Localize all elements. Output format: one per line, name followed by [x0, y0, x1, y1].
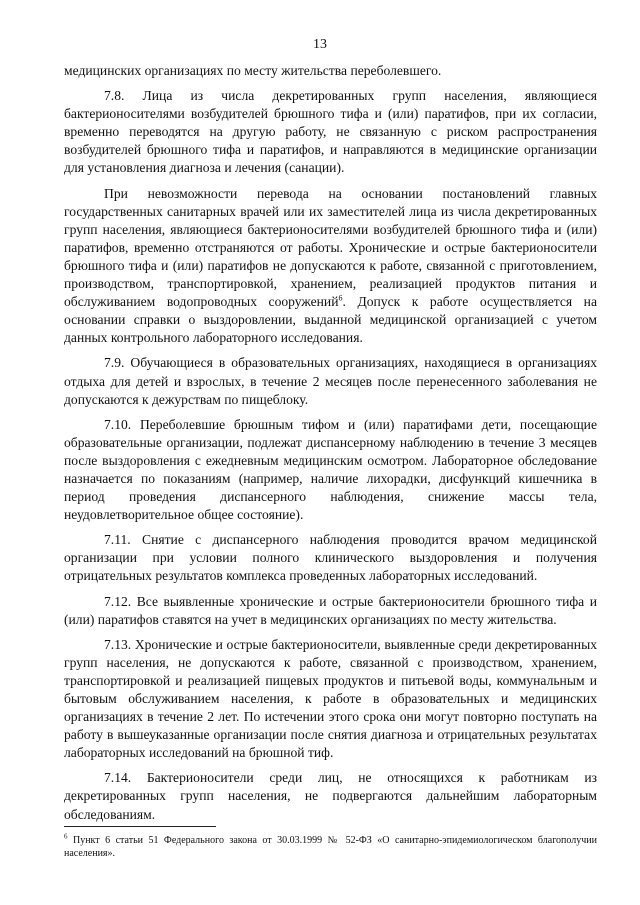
- page-number: 13: [313, 37, 327, 52]
- paragraph-7-14: 7.14. Бактерионосители среди лиц, не относящихся к работникам из декретированных групп населения, не подвергаются дальнейшим лабораторным обследованиям.: [64, 770, 597, 822]
- paragraph-7-9: 7.9. Обучающиеся в образовательных организациях, находящиеся в организациях отдыха для детей и взрослых, в течение 2 месяцев после перенесенного заболевания не допускаются к дежурствам по пищеблоку.: [64, 355, 597, 407]
- paragraph-suspension-rest: . Допуск к работе осуществляется на основании справки о выздоровлении, выданной медицинской организацией с учетом данных контрольного лабораторного исследования.: [64, 294, 597, 346]
- paragraph-continuation: медицинских организациях по месту жительства переболевшего.: [64, 63, 442, 78]
- paragraph-7-11: 7.11. Снятие с диспансерного наблюдения проводится врачом медицинской организации при условии полного клинического выздоровления и получения отрицательных результатов комплекса проведенных лабораторных исследований.: [64, 532, 597, 584]
- footnote-marker: 6: [64, 832, 68, 841]
- footnote-text: Пункт 6 статьи 51 Федерального закона от 30.03.1999 № 52-ФЗ «О санитарно-эпидемиологическом благополучии населения».: [64, 835, 597, 859]
- paragraph-suspension: [64, 185, 597, 348]
- paragraph-7-12: 7.12. Все выявленные хронические и острые бактерионосители брюшного тифа и (или) паратифов ставятся на учет в медицинских организациях по месту жительства.: [64, 593, 597, 627]
- footnote-divider: [64, 826, 216, 827]
- paragraph-7-13: 7.13. Хронические и острые бактерионосители, выявленные среди декретированных групп населения, не допускаются к работе, связанной с производством, хранением, транспортировкой и реализацией пищевых продуктов и питьевой воды, коммунальным и бытовым обслуживанием населения, к работе в образовательных и медицинских организациях в течение 2 лет. По истечении этого срока они могут повторно поступать на работу в вышеуказанные организации после снятия диагноза и отрицательных результатах лабораторных исследований на брюшной тиф.: [64, 636, 597, 761]
- paragraph-7-10: 7.10. Переболевшие брюшным тифом и (или) паратифами дети, посещающие образовательные организации, подлежат диспансерному наблюдению в течение 3 месяцев после выздоровления с ежедневным медицинским осмотром. Лабораторное обследование назначается по показаниям (например, наличие лихорадки, дисфункций кишечника в период проведения диспансерного наблюдения, снижение массы тела, неудовлетворительное общее состояние).: [64, 416, 597, 523]
- footnote-reference[interactable]: 6: [338, 293, 343, 303]
- paragraph-7-8: 7.8. Лица из числа декретированных групп населения, являющиеся бактерионосителями возбудителей брюшного тифа и (или) паратифов, при их согласии, временно переводятся на другую работу, не связанную с риском распространения возбудителей брюшного тифа и паратифов, и направляются в медицинские организации для установления диагноза и лечения (санации).: [64, 88, 597, 176]
- document-body: [64, 62, 597, 831]
- paragraph-suspension-text: При невозможности перевода на основании постановлений главных государственных санитарных врачей или их заместителей лица из числа декретированных групп населения, являющиеся бактерионосителями возбудителей брюшного тифа и (или) паратифов, временно отстраняются от работы. Хронические и острые бактерионосители брюшного тифа и (или) паратифов не допускаются к работе, связанной с приготовлением, производством, транспортировкой, хранением, реализацией продуктов питания и обслуживанием водопроводных сооружений: [64, 185, 597, 310]
- footnote: [64, 834, 597, 860]
